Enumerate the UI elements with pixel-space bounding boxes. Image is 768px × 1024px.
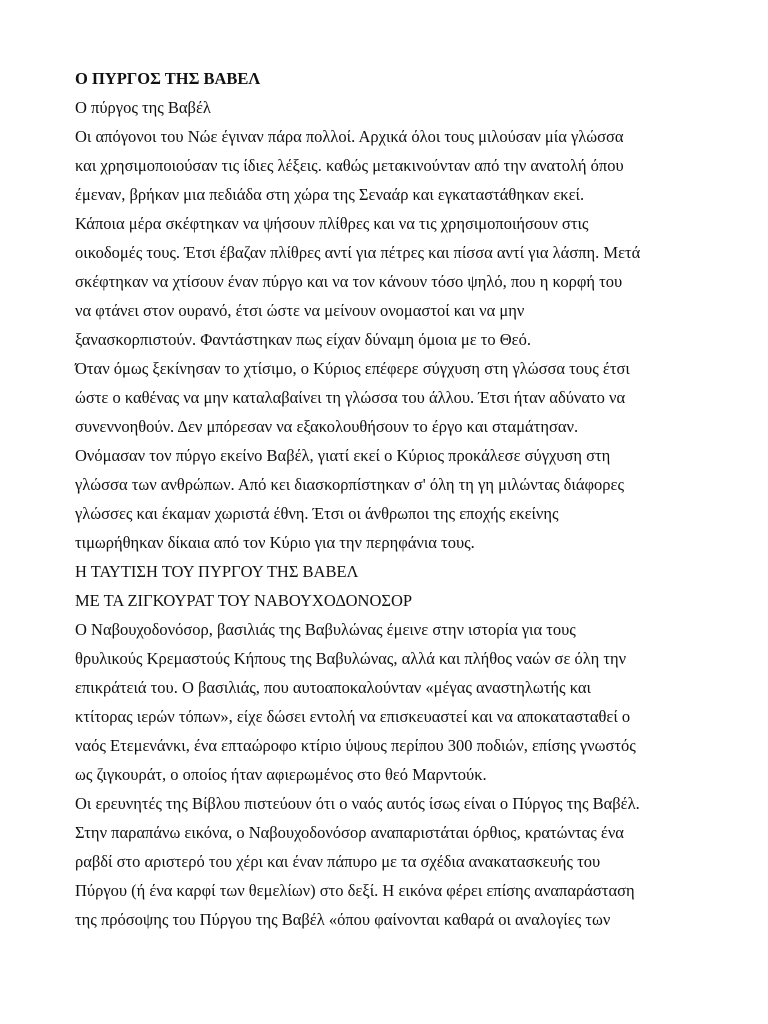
text-line: Όταν όμως ξεκίνησαν το χτίσιμο, ο Κύριος επέφερε σύγχυση στη γλώσσα τους έτσι [75, 359, 630, 378]
text-line: κτίτορας ιερών τόπων», είχε δώσει εντολή να επισκευαστεί και να αποκατασταθεί ο [75, 707, 631, 726]
text-line: σκέφτηκαν να χτίσουν έναν πύργο και να τον κάνουν τόσο ψηλό, που η κορφή του [75, 272, 623, 291]
text-line: θρυλικούς Κρεμαστούς Κήπους της Βαβυλώνας, αλλά και πλήθος ναών σε όλη την [75, 649, 627, 668]
text-line: Οι απόγονοι του Νώε έγιναν πάρα πολλοί. Αρχικά όλοι τους μιλούσαν μία γλώσσα [75, 127, 624, 146]
text-line: της πρόσοψης του Πύργου της Βαβέλ «όπου φαίνονται καθαρά οι αναλογίες των [75, 910, 611, 929]
text-line: Οι ερευνητές της Βίβλου πιστεύουν ότι ο ναός αυτός ίσως είναι ο Πύργος της Βαβέλ. [75, 794, 640, 813]
text-line: Πύργου (ή ένα καρφί των θεμελίων) στο δεξί. Η εικόνα φέρει επίσης αναπαράσταση [75, 881, 635, 900]
text-line: Κάποια μέρα σκέφτηκαν να ψήσουν πλίθρες και να τις χρησιμοποιήσουν στις [75, 214, 589, 233]
text-line: Ονόμασαν τον πύργο εκείνο Βαβέλ, γιατί εκεί ο Κύριος προκάλεσε σύγχυση στη [75, 446, 611, 465]
section-heading: Η ΤΑΥΤΙΣΗ ΤΟΥ ΠΥΡΓΟΥ ΤΗΣ ΒΑΒΕΛ [75, 562, 359, 581]
text-line: γλώσσα των ανθρώπων. Από κει διασκορπίστηκαν σ' όλη τη γη μιλώντας διάφορες [75, 475, 624, 494]
text-line: Ο πύργος της Βαβέλ [75, 98, 211, 117]
text-line: Στην παραπάνω εικόνα, ο Ναβουχοδονόσορ αναπαριστάται όρθιος, κρατώντας ένα [75, 823, 624, 842]
text-line: και χρησιμοποιούσαν τις ίδιες λέξεις. καθώς μετακινούνταν από την ανατολή όπου [75, 156, 624, 175]
text-line: ραβδί στο αριστερό του χέρι και έναν πάπυρο με τα σχέδια ανακατασκευής του [75, 852, 601, 871]
text-line: συνεννοηθούν. Δεν μπόρεσαν να εξακολουθήσουν το έργο και σταμάτησαν. [75, 417, 579, 436]
text-line: οικοδομές τους. Έτσι έβαζαν πλίθρες αντί για πέτρες και πίσσα αντί για λάσπη. Μετά [75, 243, 641, 262]
text-line: ξανασκορπιστούν. Φαντάστηκαν πως είχαν δύναμη όμοια με το Θεό. [75, 330, 531, 349]
document-title: Ο ΠΥΡΓΟΣ ΤΗΣ ΒΑΒΕΛ [75, 69, 261, 88]
text-line: να φτάνει στον ουρανό, έτσι ώστε να μείνουν ονομαστοί και να μην [75, 301, 525, 320]
text-line: ως ζιγκουράτ, ο οποίος ήταν αφιερωμένος στο θεό Μαρντούκ. [75, 765, 487, 784]
text-line: τιμωρήθηκαν δίκαια από τον Κύριο για την περηφάνια τους. [75, 533, 475, 552]
text-line: γλώσσες και έκαμαν χωριστά έθνη. Έτσι οι άνθρωποι της εποχής εκείνης [75, 504, 559, 523]
text-line: Ο Ναβουχοδονόσορ, βασιλιάς της Βαβυλώνας έμεινε στην ιστορία για τους [75, 620, 576, 639]
text-line: επικράτειά του. Ο βασιλιάς, που αυτοαποκαλούνταν «μέγας αναστηλωτής και [75, 678, 591, 697]
section-heading: ΜΕ ΤΑ ΖΙΓΚΟΥΡΑΤ ΤΟΥ ΝΑΒΟΥΧΟΔΟΝΟΣΟΡ [75, 591, 413, 610]
text-line: έμεναν, βρήκαν μια πεδιάδα στη χώρα της Σεναάρ και εγκαταστάθηκαν εκεί. [75, 185, 585, 204]
text-line: ώστε ο καθένας να μην καταλαβαίνει τη γλώσσα του άλλου. Έτσι ήταν αδύνατο να [75, 388, 626, 407]
text-line: ναός Ετεμενάνκι, ένα επταώροφο κτίριο ύψους περίπου 300 ποδιών, επίσης γνωστός [75, 736, 636, 755]
